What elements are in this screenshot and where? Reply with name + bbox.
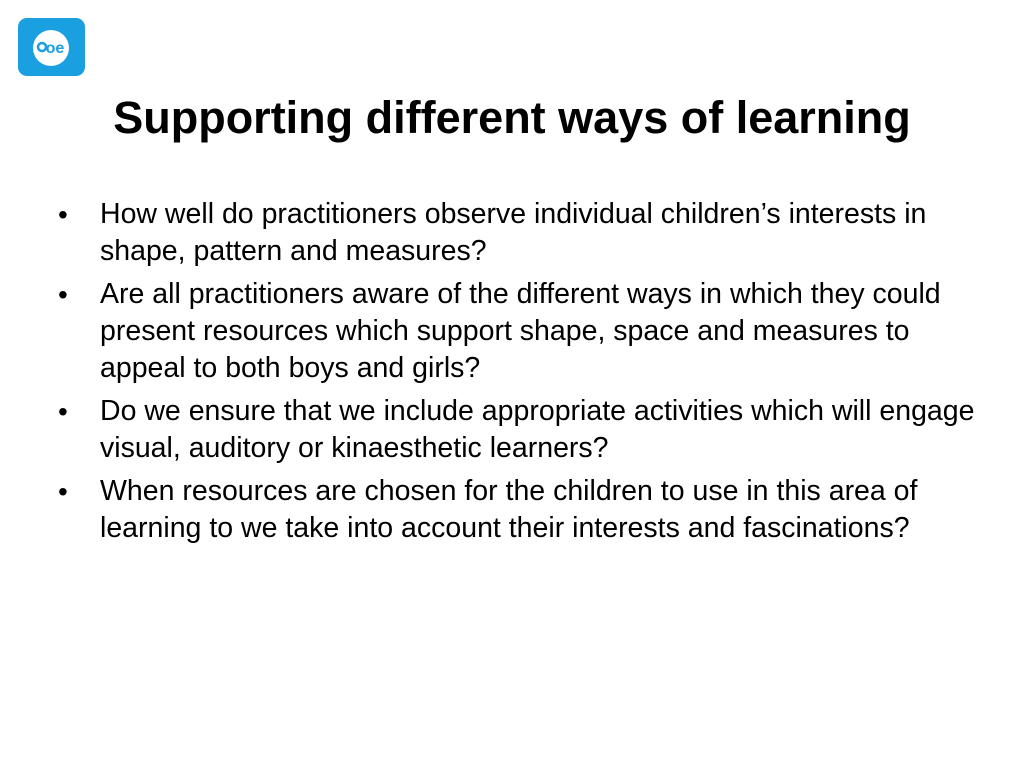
brand-logo [18, 18, 85, 76]
slide-title: Supporting different ways of learning [113, 92, 911, 143]
bullet-item [56, 196, 976, 270]
bullet-list [56, 196, 976, 553]
bullet-marker-icon: • [58, 476, 68, 507]
bullet-text: When resources are chosen for the children to use in this area of learning to we take into account their interests and fascinations? [100, 475, 918, 544]
bullet-item [56, 276, 976, 387]
bullet-text: Do we ensure that we include appropriate activities which will engage visual, auditory or kinaesthetic learners? [100, 395, 975, 464]
bullet-item [56, 393, 976, 467]
bullet-item [56, 473, 976, 547]
bullet-marker-icon: • [58, 199, 68, 230]
logo-mark-icon [18, 18, 85, 76]
bullet-marker-icon: • [58, 396, 68, 427]
bullet-text: How well do practitioners observe individual children’s interests in shape, pattern and measures? [100, 198, 927, 267]
bullet-marker-icon: • [58, 279, 68, 310]
bullet-text: Are all practitioners aware of the different ways in which they could present resources which support shape, space and measures to appeal to both boys and girls? [100, 278, 941, 384]
logo-text: oe [45, 40, 65, 57]
